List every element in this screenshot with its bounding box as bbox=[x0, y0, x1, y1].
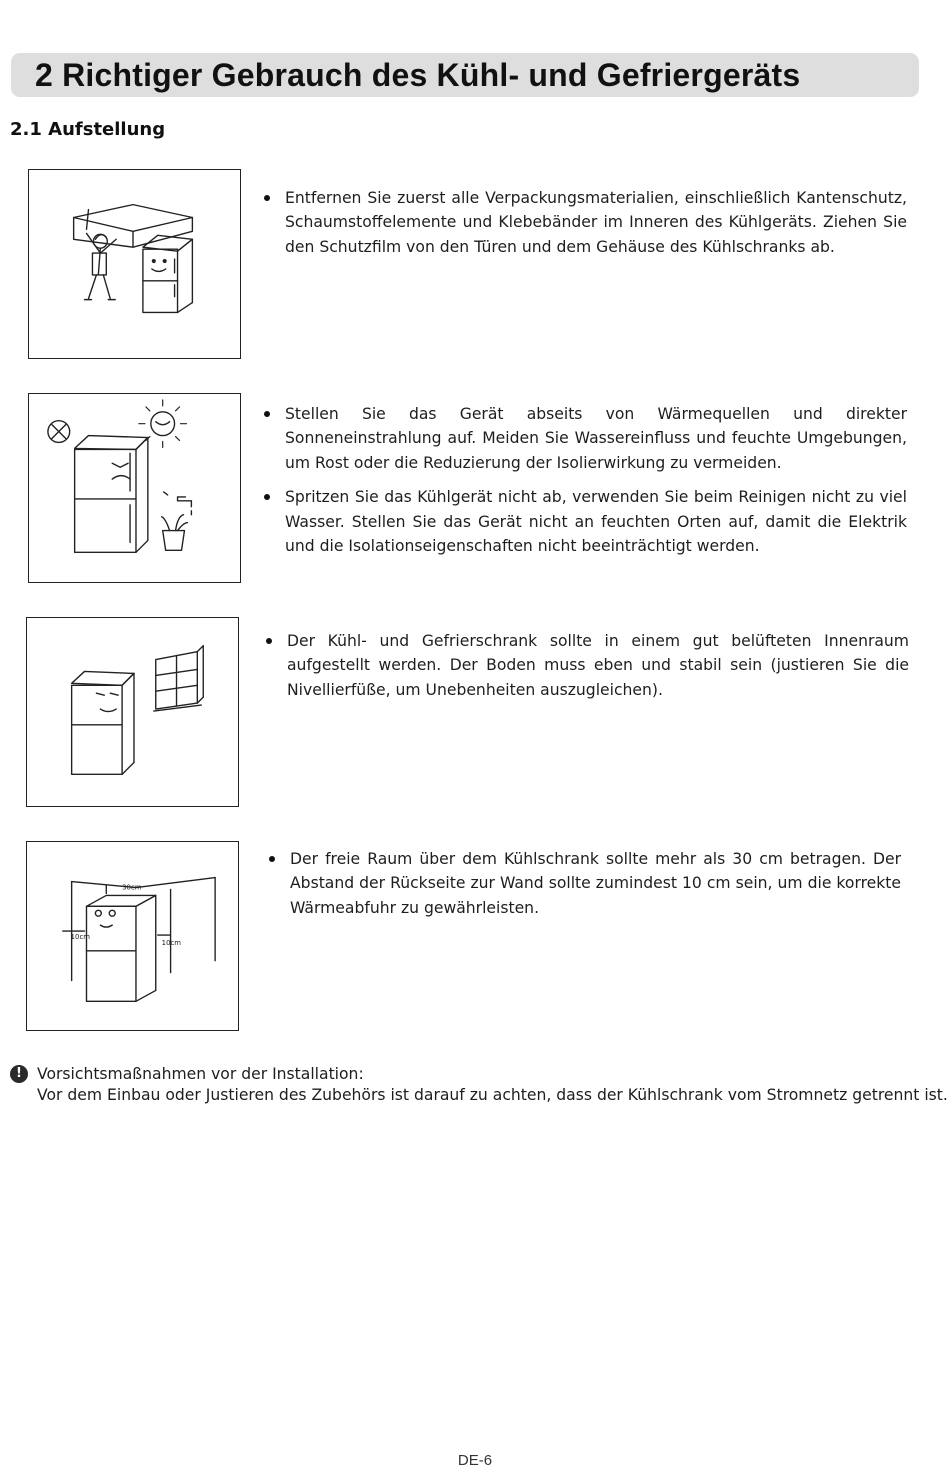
notice-text: Vor dem Einbau oder Justieren des Zubehörs ist darauf zu achten, dass der Kühlschrank vom Stromnetz getrennt ist. bbox=[37, 1086, 948, 1104]
page-number: DE-6 bbox=[457, 1452, 493, 1469]
bullet-item: Der freie Raum über dem Kühlschrank sollte mehr als 30 cm betragen. Der Abstand der Rückseite zur Wand sollte zumindest 10 cm sein, um die korrekte Wärmeabfuhr zu gewährleisten. bbox=[268, 847, 901, 920]
chapter-title-bar bbox=[11, 53, 919, 97]
clearance-illustration bbox=[26, 841, 239, 1031]
notice-heading: Vorsichtsmaßnahmen vor der Installation: bbox=[37, 1065, 364, 1083]
top-clearance-label: 30cm bbox=[122, 883, 142, 892]
installation-notice bbox=[10, 1064, 948, 1106]
bullet-item: Entfernen Sie zuerst alle Verpackungsmaterialien, einschließlich Kantenschutz, Schaumstoffelemente und Klebebänder im Inneren des Kühlgeräts. Ziehen Sie den Schutzfilm von den Türen und dem Gehäuse des Kühlschranks ab. bbox=[263, 186, 907, 259]
bullet-list bbox=[263, 402, 907, 568]
bullet-item: Der Kühl- und Gefrierschrank sollte in einem gut belüfteten Innenraum aufgestellt werden. Der Boden muss eben und stabil sein (justieren Sie die Nivellierfüße, um Unebenheiten auszugleichen). bbox=[265, 629, 909, 702]
unpacking-illustration bbox=[28, 169, 241, 359]
heat-and-water-warning-illustration bbox=[28, 393, 241, 583]
left-clearance-label: 10cm bbox=[70, 932, 90, 941]
bullet-list bbox=[268, 847, 901, 930]
exclamation-icon: ! bbox=[10, 1065, 28, 1083]
bullet-list bbox=[263, 186, 907, 269]
section-heading: 2.1 Aufstellung bbox=[10, 119, 166, 140]
bullet-item: Stellen Sie das Gerät abseits von Wärmequellen und direkter Sonneneinstrahlung auf. Meiden Sie Wassereinfluss und feuchte Umgebungen, um Rost oder die Reduzierung der Isolierwirkung zu vermeiden. bbox=[263, 402, 907, 475]
chapter-title: 2 Richtiger Gebrauch des Kühl- und Gefriergeräts bbox=[35, 57, 801, 93]
right-clearance-label: 10cm bbox=[161, 938, 182, 947]
bullet-list bbox=[265, 629, 909, 712]
bullet-item: Spritzen Sie das Kühlgerät nicht ab, verwenden Sie beim Reinigen nicht zu viel Wasser. Stellen Sie das Gerät nicht an feuchten Orten auf, damit die Elektrik und die Isolationseigenschaften nicht beeinträchtigt werden. bbox=[263, 485, 907, 558]
ventilated-room-illustration bbox=[26, 617, 239, 807]
